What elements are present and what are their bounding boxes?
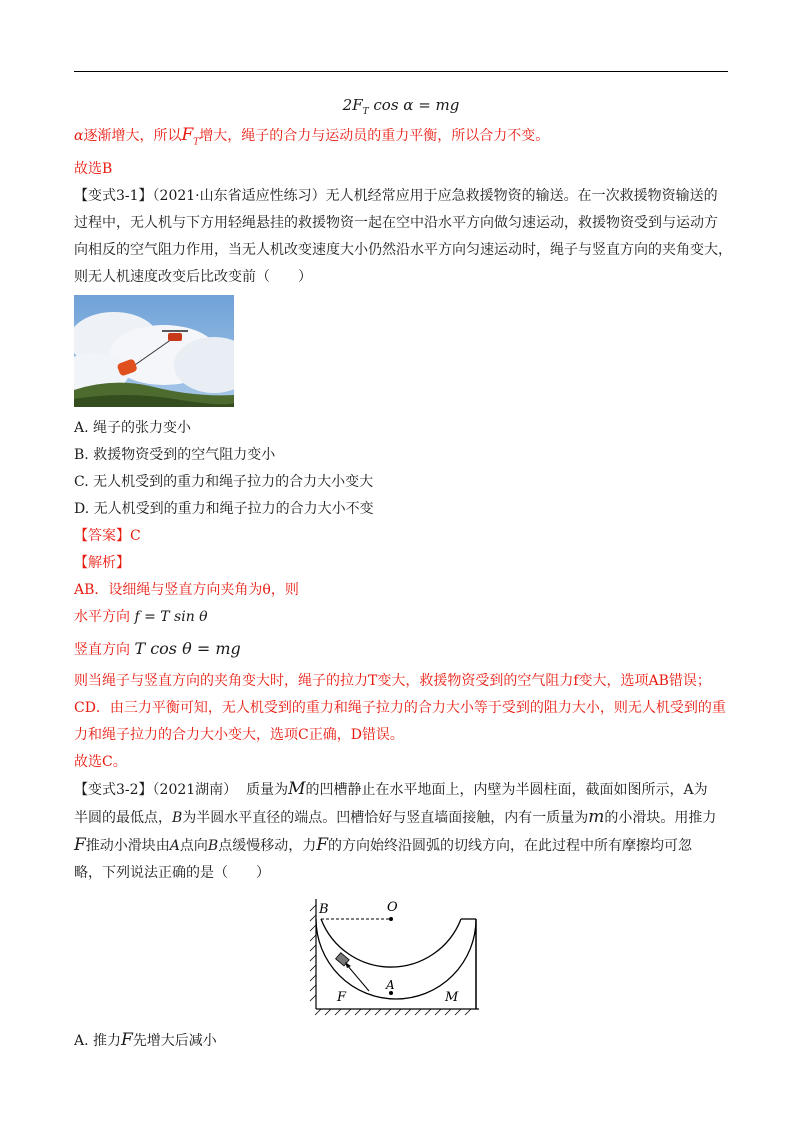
q32-text-2c: 的小滑块。用推力 [604, 810, 717, 827]
q31-horizontal [74, 604, 728, 631]
q32-text-1b: 的凹槽静止在水平地面上，内壁为半圆柱面，截面如图所示，A为 [305, 782, 708, 799]
q32-tag: 【变式3-2】 [74, 782, 153, 799]
q31-choose: 故选C。 [74, 754, 127, 771]
q32-text-3b: 点向 [179, 838, 208, 855]
label-A: A [386, 978, 395, 993]
header-rule [74, 71, 728, 72]
point-B-symbol-2: B [207, 838, 219, 855]
vertical-equation: T cos θ = mg [134, 639, 241, 659]
q32-text-1a: 质量为 [246, 782, 289, 799]
q31-conclusion-2: CD．由三力平衡可知，无人机受到的重力和绳子拉力的合力大小等于受到的阻力大小，则无人机受到的重 [74, 700, 726, 717]
label-M: M [445, 990, 459, 1006]
q31-text-1: 无人机经常应用于应急救援物资的输送。在一次救援物资输送的 [325, 188, 718, 205]
horizontal-equation: f = T sin θ [134, 609, 208, 626]
q32-source: （2021湖南） [152, 782, 238, 799]
q31-line-3: 向相反的空气阻力作用，当无人机改变速度大小仍然沿水平方向匀速运动时，绳子与竖直方向的夹角变大， [74, 242, 732, 259]
groove-diagram [299, 897, 479, 1017]
q32-option-a [74, 1027, 728, 1055]
q32-text-2b: 为半圆水平直径的端点。凹槽恰好与竖直墙面接触，内有一质量为 [182, 810, 589, 827]
alpha-symbol: α [74, 128, 84, 144]
q31-line-1 [74, 183, 728, 210]
q31-option-b: B. 救援物资受到的空气阻力变小 [74, 447, 276, 464]
vertical-label: 竖直方向 [74, 642, 130, 659]
q32-option-a-prefix: A. 推力 [74, 1033, 122, 1050]
q32-line-3 [74, 832, 728, 860]
q31-ab-line: AB．设细绳与竖直方向夹角为θ，则 [74, 582, 299, 599]
top-equation: $2F_T$ cos α = mg [342, 96, 460, 117]
q32-text-3a: 推动小滑块由 [85, 838, 170, 855]
explanation-text-2: 增大，绳子的合力与运动员的重力平衡，所以合力不变。 [199, 128, 550, 144]
force-arrow [347, 965, 369, 991]
q31-vertical [74, 635, 728, 664]
document-page [74, 88, 732, 1055]
q31-line-2: 过程中，无人机与下方用轻绳悬挂的救援物资一起在空中沿水平方向做匀速运动，救援物资受到与运动方 [74, 215, 718, 232]
q31-tag: 【变式3-1】 [74, 188, 153, 205]
q31-line-4: 则无人机速度改变后比改变前（ ） [74, 269, 312, 286]
label-B: B [319, 902, 329, 918]
mass-m-symbol: m [588, 807, 605, 828]
explanation-text-1: 逐渐增大，所以 [83, 128, 182, 144]
force-F-symbol: F [74, 835, 86, 856]
label-F: F [337, 990, 347, 1006]
q32-line-4: 略，下列说法正确的是（ ） [74, 865, 270, 882]
q31-option-c: C. 无人机受到的重力和绳子拉力的合力大小变大 [74, 474, 374, 491]
q32-text-2a: 半圆的最低点， [74, 810, 172, 827]
q31-answer: 【答案】C [74, 528, 141, 545]
q32-option-a-suffix: 先增大后减小 [132, 1033, 217, 1050]
q31-option-d: D. 无人机受到的重力和绳子拉力的合力大小不变 [74, 501, 374, 518]
q32-option-a-F: F [121, 1030, 133, 1051]
choose-b: 故选B [74, 161, 113, 178]
label-O: O [387, 900, 398, 916]
point-O-dot [389, 917, 393, 921]
force-F-symbol-2: F [316, 835, 329, 856]
q31-analysis-heading: 【解析】 [74, 555, 130, 572]
point-B-symbol: B [172, 810, 183, 827]
wall-hatching [310, 905, 316, 1001]
ft-symbol: $F_T$ [181, 125, 200, 148]
q31-option-a: A. 绳子的张力变小 [74, 420, 192, 437]
q32-line-1 [74, 776, 728, 804]
q31-conclusion-3: 力和绳子拉力的合力大小变大，选项C正确，D错误。 [74, 727, 404, 744]
horizontal-label: 水平方向 [74, 609, 130, 626]
drone-rescue-photo [74, 295, 234, 407]
q31-source: （2021·山东省适应性练习） [152, 188, 326, 205]
ground-hatching [315, 1009, 471, 1015]
explanation-line [74, 122, 728, 156]
q31-conclusion-1: 则当绳子与竖直方向的夹角变大时，绳子的拉力T变大，救援物资受到的空气阻力f变大，选项AB错误； [74, 673, 711, 690]
point-A-symbol: A [169, 838, 180, 855]
q32-text-3c: 点缓慢移动，力 [218, 838, 317, 855]
mass-M-symbol: M [288, 779, 306, 800]
q32-line-2 [74, 804, 728, 832]
force-arrowhead [345, 962, 351, 968]
q32-text-3d: 的方向始终沿圆弧的切线方向，在此过程中所有摩擦均可忽 [328, 838, 693, 855]
